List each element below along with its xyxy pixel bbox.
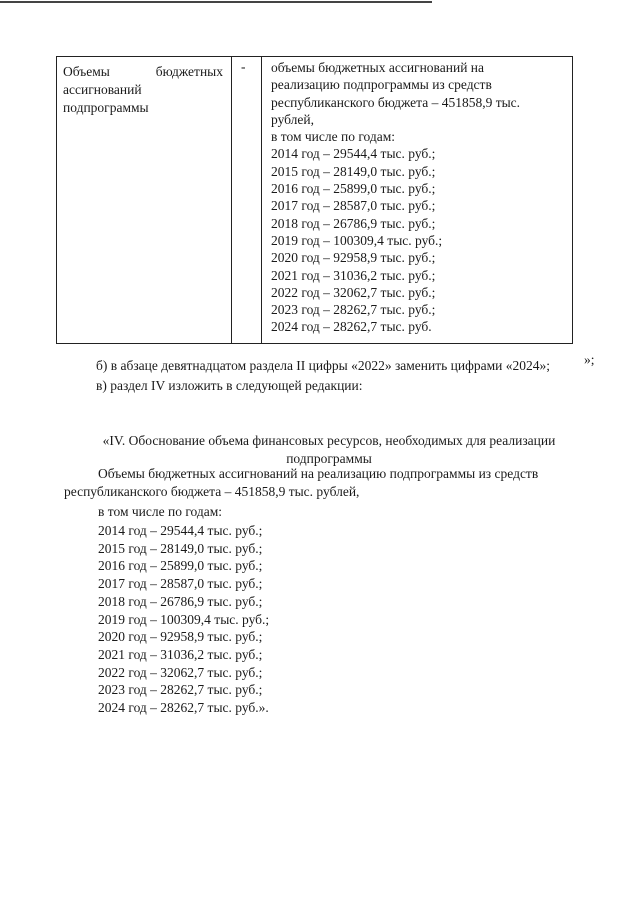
funding-table <box>56 56 573 344</box>
section-heading <box>64 432 594 468</box>
year-item: 2016 год – 25899,0 тыс. руб.; <box>98 558 263 574</box>
year-item: 2019 год – 100309,4 тыс. руб.; <box>98 611 270 627</box>
content-line: 2019 год – 100309,4 тыс. руб.; <box>271 232 443 248</box>
content-line: рублей, <box>271 111 315 127</box>
year-item: 2023 год – 28262,7 тыс. руб.; <box>98 682 263 698</box>
label-word: Объемы <box>63 64 110 79</box>
year-item: 2020 год – 92958,9 тыс. руб.; <box>98 629 263 645</box>
year-item: 2018 год – 26786,9 тыс. руб.; <box>98 593 263 609</box>
body-paragraph-line: Объемы бюджетных ассигнований на реализацию подпрограммы из средств <box>98 466 539 481</box>
table-divider <box>231 57 232 343</box>
content-line: республиканского бюджета – 451858,9 тыс. <box>271 94 521 110</box>
section-heading-line: подпрограммы <box>286 451 372 466</box>
year-item: 2021 год – 31036,2 тыс. руб.; <box>98 646 263 662</box>
body-paragraph-line: в том числе по годам: <box>98 504 223 519</box>
table-dash-cell: - <box>241 59 246 74</box>
year-item: 2014 год – 29544,4 тыс. руб.; <box>98 523 263 538</box>
content-line: в том числе по годам: <box>271 129 396 145</box>
year-item: 2015 год – 28149,0 тыс. руб.; <box>98 540 263 556</box>
top-rule <box>0 1 432 3</box>
content-line: 2024 год – 28262,7 тыс. руб. <box>271 319 432 335</box>
year-item: 2017 год – 28587,0 тыс. руб.; <box>98 576 263 592</box>
section-heading-line: «IV. Обоснование объема финансовых ресурсов, необходимых для реализации <box>102 433 556 448</box>
content-line: 2022 год – 32062,7 тыс. руб.; <box>271 284 436 300</box>
body-paragraph-line: республиканского бюджета – 451858,9 тыс. рублей, <box>64 484 360 499</box>
closing-quote: »; <box>584 352 595 367</box>
label-word: бюджетных <box>155 64 223 79</box>
content-line: реализацию подпрограммы из средств <box>271 77 492 93</box>
content-line: 2020 год – 92958,9 тыс. руб.; <box>271 250 436 266</box>
content-line: 2021 год – 31036,2 тыс. руб.; <box>271 267 436 283</box>
content-line: 2016 год – 25899,0 тыс. руб.; <box>271 181 436 197</box>
amendment-item-v: в) раздел IV изложить в следующей редакции: <box>96 378 363 393</box>
table-label-cell <box>63 63 223 117</box>
content-line: 2014 год – 29544,4 тыс. руб.; <box>271 146 436 162</box>
content-line: объемы бюджетных ассигнований на <box>271 60 485 75</box>
table-content-cell <box>271 59 571 336</box>
year-item: 2022 год – 32062,7 тыс. руб.; <box>98 664 263 680</box>
year-item: 2024 год – 28262,7 тыс. руб.». <box>98 700 269 716</box>
label-line: подпрограммы <box>63 100 149 115</box>
content-line: 2018 год – 26786,9 тыс. руб.; <box>271 215 436 231</box>
content-line: 2015 год – 28149,0 тыс. руб.; <box>271 163 436 179</box>
content-line: 2017 год – 28587,0 тыс. руб.; <box>271 198 436 214</box>
content-line: 2023 год – 28262,7 тыс. руб.; <box>271 302 436 318</box>
table-divider <box>261 57 262 343</box>
label-line: ассигнований <box>63 82 142 97</box>
amendment-item-b: б) в абзаце девятнадцатом раздела II цифры «2022» заменить цифрами «2024»; <box>96 358 551 373</box>
year-list <box>98 522 269 717</box>
